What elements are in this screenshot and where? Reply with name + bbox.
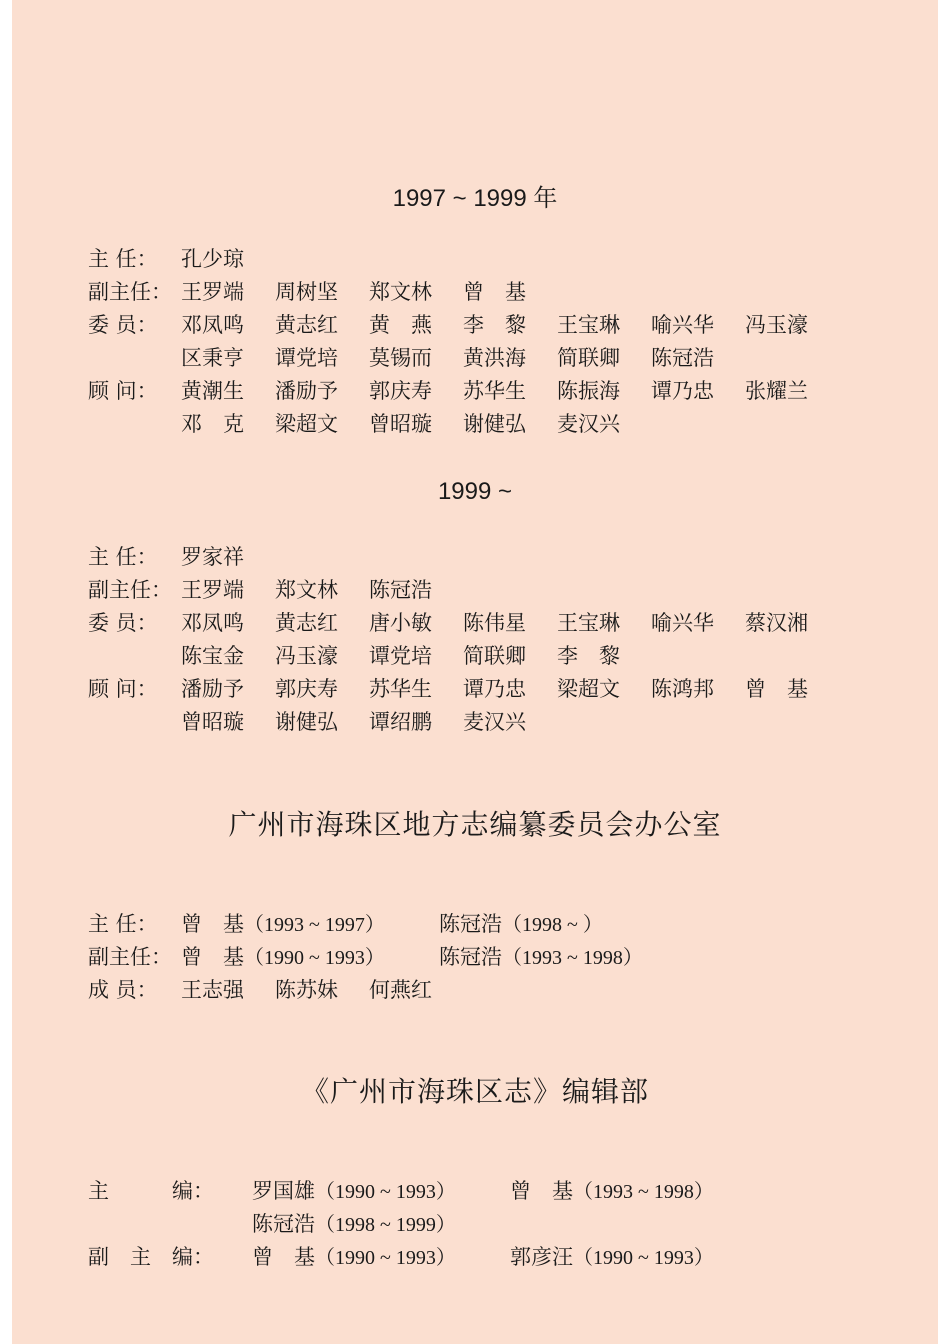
person-name: 谭乃忠: [463, 677, 526, 701]
person-name: 郭庆寿: [369, 379, 432, 403]
person-name: 郑文林: [369, 280, 432, 304]
period2-heading: 1999 ~: [437, 478, 513, 505]
tenure-entry: [181, 941, 385, 975]
person-name: 陈振海: [557, 379, 620, 403]
tenure-entry: [439, 908, 603, 942]
person-name: 黄志红: [275, 611, 338, 635]
person-name: 曾 基: [510, 1179, 573, 1203]
period1-heading: 1997 ~ 1999 年: [392, 185, 558, 212]
person-name: 陈冠浩: [439, 945, 502, 969]
person-name: 麦汉兴: [557, 412, 620, 436]
person-name: 周树坚: [275, 280, 338, 304]
person-name: 莫锡而: [369, 346, 432, 370]
tenure-years: （1998 ~ 1999）: [315, 1214, 456, 1236]
person-name: 孔少琼: [181, 247, 244, 271]
tenure-entry: [252, 1241, 456, 1275]
person-name: 潘励予: [275, 379, 338, 403]
tenure-entry: [439, 941, 643, 975]
person-name: 邓 克: [181, 412, 244, 436]
person-name: 曾昭璇: [181, 710, 244, 734]
tenure-entry: [252, 1175, 456, 1209]
person-name: 麦汉兴: [463, 710, 526, 734]
person-name: 陈苏妹: [275, 978, 338, 1002]
person-name: 黄 燕: [369, 313, 432, 337]
tenure-years: （1993 ~ 1998）: [573, 1181, 714, 1203]
person-name: 何燕红: [369, 978, 432, 1002]
person-name: 张耀兰: [745, 379, 808, 403]
role-label: 委 员：: [88, 313, 158, 337]
tenure-years: （1993 ~ 1998）: [502, 947, 643, 969]
person-name: 蔡汉湘: [745, 611, 808, 635]
role-label: 成 员：: [88, 978, 158, 1002]
role-label: 顾 问：: [88, 677, 158, 701]
role-label: 副主任：: [88, 578, 172, 602]
person-name: 谭党培: [369, 644, 432, 668]
person-name: 邓凤鸣: [181, 611, 244, 635]
tenure-years: （1998 ~ ）: [502, 914, 603, 936]
person-name: 黄洪海: [463, 346, 526, 370]
person-name: 邓凤鸣: [181, 313, 244, 337]
person-name: 区秉亨: [181, 346, 244, 370]
role-label: 副主任：: [88, 280, 172, 304]
person-name: 罗家祥: [181, 545, 244, 569]
person-name: 简联卿: [463, 644, 526, 668]
office-title: 广州市海珠区地方志编纂委员会办公室: [228, 808, 722, 841]
person-name: 简联卿: [557, 346, 620, 370]
person-name: 黄志红: [275, 313, 338, 337]
person-name: 陈冠浩: [252, 1212, 315, 1236]
person-name: 陈冠浩: [369, 578, 432, 602]
person-name: 李 黎: [463, 313, 526, 337]
person-name: 王罗端: [181, 280, 244, 304]
editorial-title: 《广州市海珠区志》编辑部: [300, 1075, 649, 1108]
person-name: 陈鸿邦: [651, 677, 714, 701]
person-name: 唐小敏: [369, 611, 432, 635]
role-label: 顾 问：: [88, 379, 158, 403]
person-name: 谭绍鹏: [369, 710, 432, 734]
person-name: 冯玉濠: [275, 644, 338, 668]
role-label: 主 任：: [88, 545, 158, 569]
tenure-entry: [510, 1241, 714, 1275]
person-name: 陈冠浩: [651, 346, 714, 370]
tenure-years: （1990 ~ 1993）: [573, 1247, 714, 1269]
tenure-entry: [181, 908, 385, 942]
person-name: 谢健弘: [275, 710, 338, 734]
person-name: 谭党培: [275, 346, 338, 370]
role-label: 主 任：: [88, 912, 158, 936]
person-name: 罗国雄: [252, 1179, 315, 1203]
tenure-years: （1990 ~ 1993）: [244, 947, 385, 969]
person-name: 曾 基: [463, 280, 526, 304]
person-name: 曾 基: [745, 677, 808, 701]
person-name: 曾昭璇: [369, 412, 432, 436]
document-page: [12, 0, 938, 1344]
person-name: 陈宝金: [181, 644, 244, 668]
person-name: 郭彦汪: [510, 1245, 573, 1269]
person-name: 谢健弘: [463, 412, 526, 436]
person-name: 梁超文: [557, 677, 620, 701]
person-name: 曾 基: [252, 1245, 315, 1269]
person-name: 苏华生: [369, 677, 432, 701]
person-name: 潘励予: [181, 677, 244, 701]
role-label: 副 主 编：: [88, 1245, 214, 1269]
role-label: 副主任：: [88, 945, 172, 969]
person-name: 陈冠浩: [439, 912, 502, 936]
tenure-entry: [252, 1208, 456, 1242]
person-name: 王宝琳: [557, 313, 620, 337]
person-name: 王志强: [181, 978, 244, 1002]
person-name: 冯玉濠: [745, 313, 808, 337]
person-name: 喻兴华: [651, 313, 714, 337]
person-name: 喻兴华: [651, 611, 714, 635]
person-name: 黄潮生: [181, 379, 244, 403]
person-name: 王宝琳: [557, 611, 620, 635]
person-name: 曾 基: [181, 945, 244, 969]
role-label: 主 任：: [88, 247, 158, 271]
role-label: 主 编：: [88, 1179, 214, 1203]
role-label: 委 员：: [88, 611, 158, 635]
tenure-entry: [510, 1175, 714, 1209]
tenure-years: （1990 ~ 1993）: [315, 1247, 456, 1269]
person-name: 郑文林: [275, 578, 338, 602]
person-name: 王罗端: [181, 578, 244, 602]
person-name: 苏华生: [463, 379, 526, 403]
tenure-years: （1990 ~ 1993）: [315, 1181, 456, 1203]
person-name: 陈伟星: [463, 611, 526, 635]
person-name: 梁超文: [275, 412, 338, 436]
person-name: 谭乃忠: [651, 379, 714, 403]
tenure-years: （1993 ~ 1997）: [244, 914, 385, 936]
person-name: 郭庆寿: [275, 677, 338, 701]
person-name: 曾 基: [181, 912, 244, 936]
person-name: 李 黎: [557, 644, 620, 668]
